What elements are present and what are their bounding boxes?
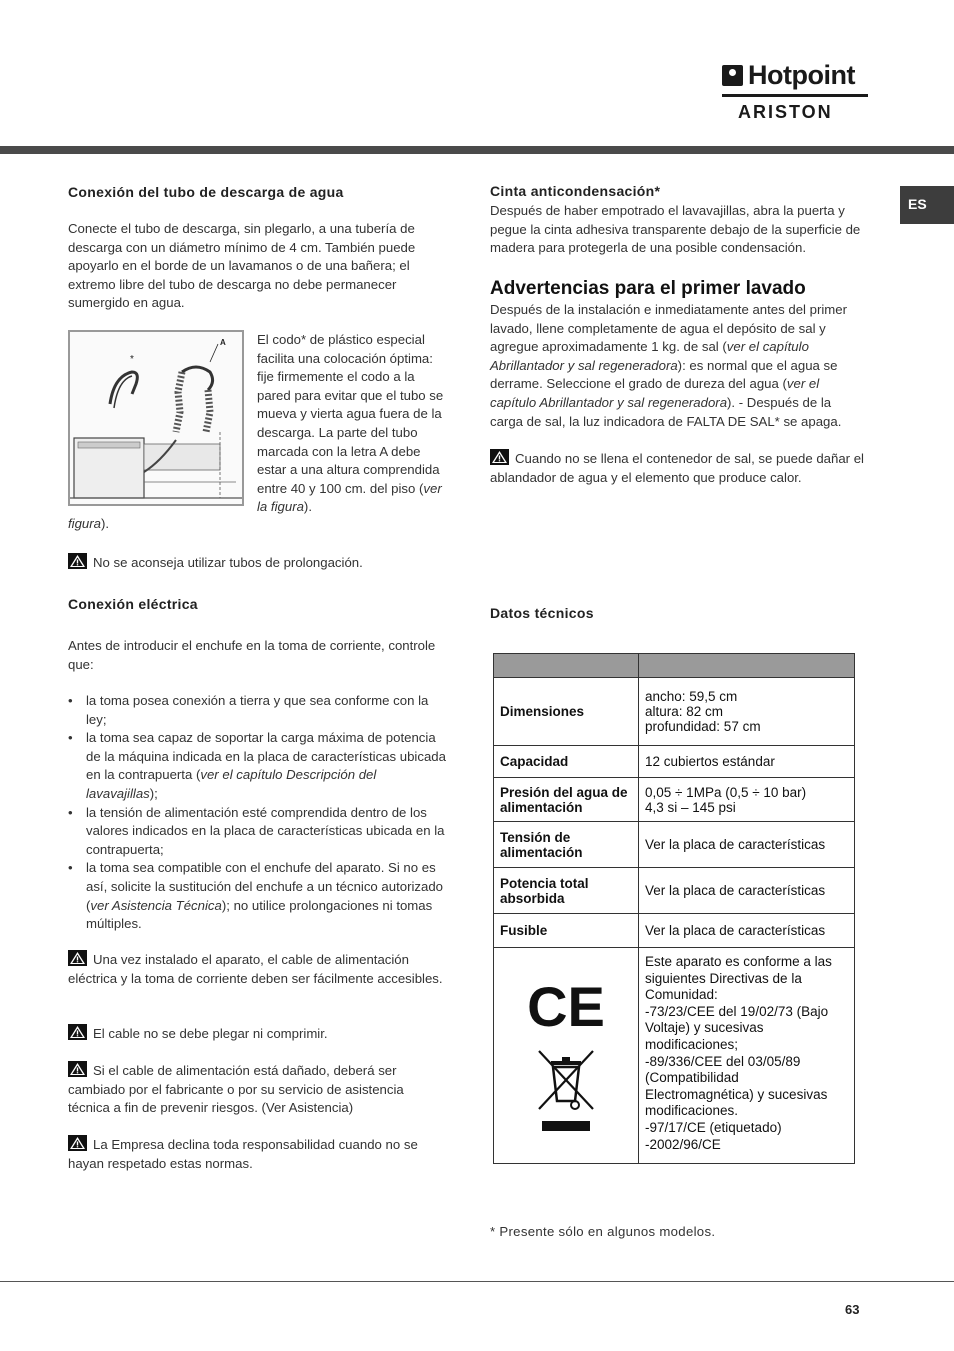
drain-text: Conecte el tubo de descarga, sin plegarlo, a una tubería de descarga con un diámetro mínimo de 4 cm. También puede apoyarlo en el borde de un lavamanos o de una bañera; el extremo libre del tubo de descarga no debe permanecer sumergido en agua. bbox=[68, 221, 416, 311]
brand-sub: ARISTON bbox=[738, 102, 833, 122]
directives-cell bbox=[639, 948, 855, 1164]
row-value: Ver la placa de características bbox=[639, 914, 855, 948]
warning-cable-bend-text: El cable no se debe plegar ni comprimir. bbox=[93, 1026, 328, 1041]
warning-icon bbox=[68, 1135, 87, 1151]
warning-cable-bend bbox=[68, 1024, 448, 1044]
elbow-wrap-line: figura). bbox=[68, 516, 110, 531]
electrical-title: Conexión eléctrica bbox=[68, 596, 198, 612]
list-item bbox=[68, 729, 448, 803]
value-line: 4,3 si – 145 psi bbox=[645, 799, 736, 815]
value-line: 0,05 ÷ 1MPa (0,5 ÷ 10 bar) bbox=[645, 784, 807, 800]
bullet4-ref: ver Asistencia Técnica bbox=[90, 897, 222, 913]
table-row bbox=[494, 746, 855, 778]
list-item: • la tensión de alimentación esté comprendida dentro de los valores indicados en la placa de características ubicada en la contrapuerta; bbox=[68, 804, 448, 860]
warning-icon bbox=[68, 1024, 87, 1040]
footnote: * Presente sólo en algunos modelos. bbox=[490, 1224, 716, 1239]
electrical-checklist bbox=[68, 692, 448, 934]
compliance-marks bbox=[494, 948, 639, 1164]
warning-icon bbox=[68, 1061, 87, 1077]
warning-icon bbox=[490, 449, 509, 465]
figure-label-a: A bbox=[220, 338, 226, 347]
footer-rule bbox=[0, 1281, 954, 1282]
logo-rule bbox=[722, 94, 868, 97]
warning-cable-damaged bbox=[68, 1061, 448, 1118]
electrical-intro: Antes de introducir el enchufe en la toma de corriente, controle que: bbox=[68, 638, 436, 672]
brand-name: Hotpoint bbox=[748, 60, 855, 90]
header-bar bbox=[0, 146, 954, 154]
language-tab: ES bbox=[900, 186, 954, 224]
table-header-row bbox=[494, 654, 855, 678]
row-value: Ver la placa de características bbox=[639, 822, 855, 868]
row-key: Potencia total absorbida bbox=[494, 868, 639, 914]
warning-salt-text: Cuando no se llena el contenedor de sal, se puede dañar el ablandador de agua y el elemento que produce calor. bbox=[490, 451, 864, 485]
warning-liability-text: La Empresa declina toda responsabilidad cuando no se hayan respetado estas normas. bbox=[68, 1137, 418, 1171]
table-row bbox=[494, 914, 855, 948]
ce-mark-icon bbox=[526, 976, 606, 1036]
warning-accessible bbox=[68, 950, 448, 988]
first-wash-text-a: Después de la instalación e inmediatamente antes del primer lavado, llene completamente de agua el depósito de sal y agregue aproximadamente 1 kg. de sal ( bbox=[490, 302, 847, 355]
list-item bbox=[68, 859, 448, 933]
elbow-text-end: ). bbox=[303, 499, 312, 515]
table-row bbox=[494, 822, 855, 868]
strip-title: Cinta anticondensación* bbox=[490, 183, 661, 199]
bullet2-end: ); bbox=[149, 785, 158, 801]
first-wash-ref2: ver el capítulo Abrillantador y sal regeneradora bbox=[490, 376, 820, 410]
warning-salt bbox=[490, 449, 865, 487]
first-wash-text bbox=[490, 301, 865, 431]
bullet4-end: ); no utilice prolongaciones ni tomas múltiples. bbox=[86, 897, 433, 932]
table-row bbox=[494, 678, 855, 746]
directive-line: -73/23/CEE del 19/02/73 (Bajo Voltaje) y sucesivas modificaciones; bbox=[645, 1003, 829, 1052]
bullet2-text: la toma sea capaz de soportar la carga máxima de potencia de la máquina indicada en la placa de características ubicada en la contrapuerta ( bbox=[86, 730, 446, 783]
warning-icon bbox=[68, 950, 87, 966]
directive-line: -2002/96/CE bbox=[645, 1136, 721, 1152]
page-number: 63 bbox=[845, 1302, 860, 1317]
directive-line: -97/17/CE (etiquetado) bbox=[645, 1119, 782, 1135]
row-key: Capacidad bbox=[494, 746, 639, 778]
bullet2-ref: ver el capítulo Descripción del lavavajillas bbox=[86, 767, 377, 801]
directive-line: -89/336/CEE del 03/05/89 (Compatibilidad Electromagnética) y sucesivas modificaciones. bbox=[645, 1053, 828, 1119]
tech-data-title: Datos técnicos bbox=[490, 605, 594, 621]
first-wash-ref1: ver el capítulo Abrillantador y sal regeneradora bbox=[490, 339, 809, 373]
table-row bbox=[494, 868, 855, 914]
tech-data-table bbox=[493, 653, 855, 1164]
directive-line: Este aparato es conforme a las siguientes Directivas de la Comunidad: bbox=[645, 954, 832, 1003]
elbow-ref: ver la figura bbox=[257, 480, 442, 515]
row-value bbox=[639, 678, 855, 746]
warning-cable-damaged-text: Si el cable de alimentación está dañado, deberá ser cambiado por el fabricante o por su servicio de asistencia técnica a fin de prevenir riesgos. (Ver Asistencia) bbox=[68, 1063, 404, 1116]
first-wash-text-b: ): es normal que el agua se derrame. Seleccione el grado de dureza del agua ( bbox=[490, 357, 838, 392]
value-line: profundidad: 57 cm bbox=[645, 719, 761, 734]
table-row bbox=[494, 948, 855, 1164]
table-row bbox=[494, 778, 855, 822]
value-line: altura: 82 cm bbox=[645, 704, 724, 719]
row-value: 12 cubiertos estándar bbox=[639, 746, 855, 778]
warning-icon bbox=[68, 553, 87, 569]
warning-extension-text: No se aconseja utilizar tubos de prolongación. bbox=[93, 555, 363, 570]
hotpoint-ariston-logo bbox=[722, 62, 868, 124]
row-value: Ver la placa de características bbox=[639, 868, 855, 914]
bullet4-text: la toma sea compatible con el enchufe del aparato. Si no es así, solicite la sustitución del enchufe a un técnico autorizado ( bbox=[86, 860, 444, 913]
list-item: • la toma posea conexión a tierra y que sea conforme con la ley; bbox=[68, 692, 448, 729]
drain-hose-illustration bbox=[70, 332, 242, 504]
row-key: Tensión de alimentación bbox=[494, 822, 639, 868]
elbow-text-main: El codo* de plástico especial facilita una colocación óptima: fije firmemente el codo a la pared para evitar que el tubo se mueva y vierta agua fuera de la descarga. La parte del tubo marcada con la letra A debe estar a una altura comprendida entre 40 y 100 cm. del piso ( bbox=[257, 332, 444, 496]
elbow-text bbox=[257, 331, 447, 517]
warning-extension bbox=[68, 553, 448, 573]
warning-accessible-text: Una vez instalado el aparato, el cable de alimentación eléctrica y la toma de corriente deben ser fácilmente accesibles. bbox=[68, 952, 443, 986]
first-wash-text-c: ). - Después de la carga de sal, la luz indicadora de FALTA DE SAL* se apaga. bbox=[490, 394, 842, 429]
figure-label-star: * bbox=[130, 354, 134, 365]
row-value bbox=[639, 778, 855, 822]
strip-text: Después de haber empotrado el lavavajillas, abra la puerta y pegue la cinta adhesiva transparente debajo de la superficie de madera para protegerla de una posible condensación. bbox=[490, 203, 861, 256]
row-key: Presión del agua de alimentación bbox=[494, 778, 639, 822]
logo-mark-icon bbox=[722, 65, 743, 86]
drain-title: Conexión del tubo de descarga de agua bbox=[68, 184, 344, 200]
value-line: ancho: 59,5 cm bbox=[645, 689, 738, 704]
ce-mark-text: CE bbox=[527, 976, 605, 1036]
warning-liability bbox=[68, 1135, 448, 1173]
weee-bin-icon bbox=[531, 1045, 601, 1135]
row-key: Fusible bbox=[494, 914, 639, 948]
row-key: Dimensiones bbox=[494, 678, 639, 746]
first-wash-title: Advertencias para el primer lavado bbox=[490, 278, 806, 299]
drain-hose-figure bbox=[68, 330, 244, 506]
